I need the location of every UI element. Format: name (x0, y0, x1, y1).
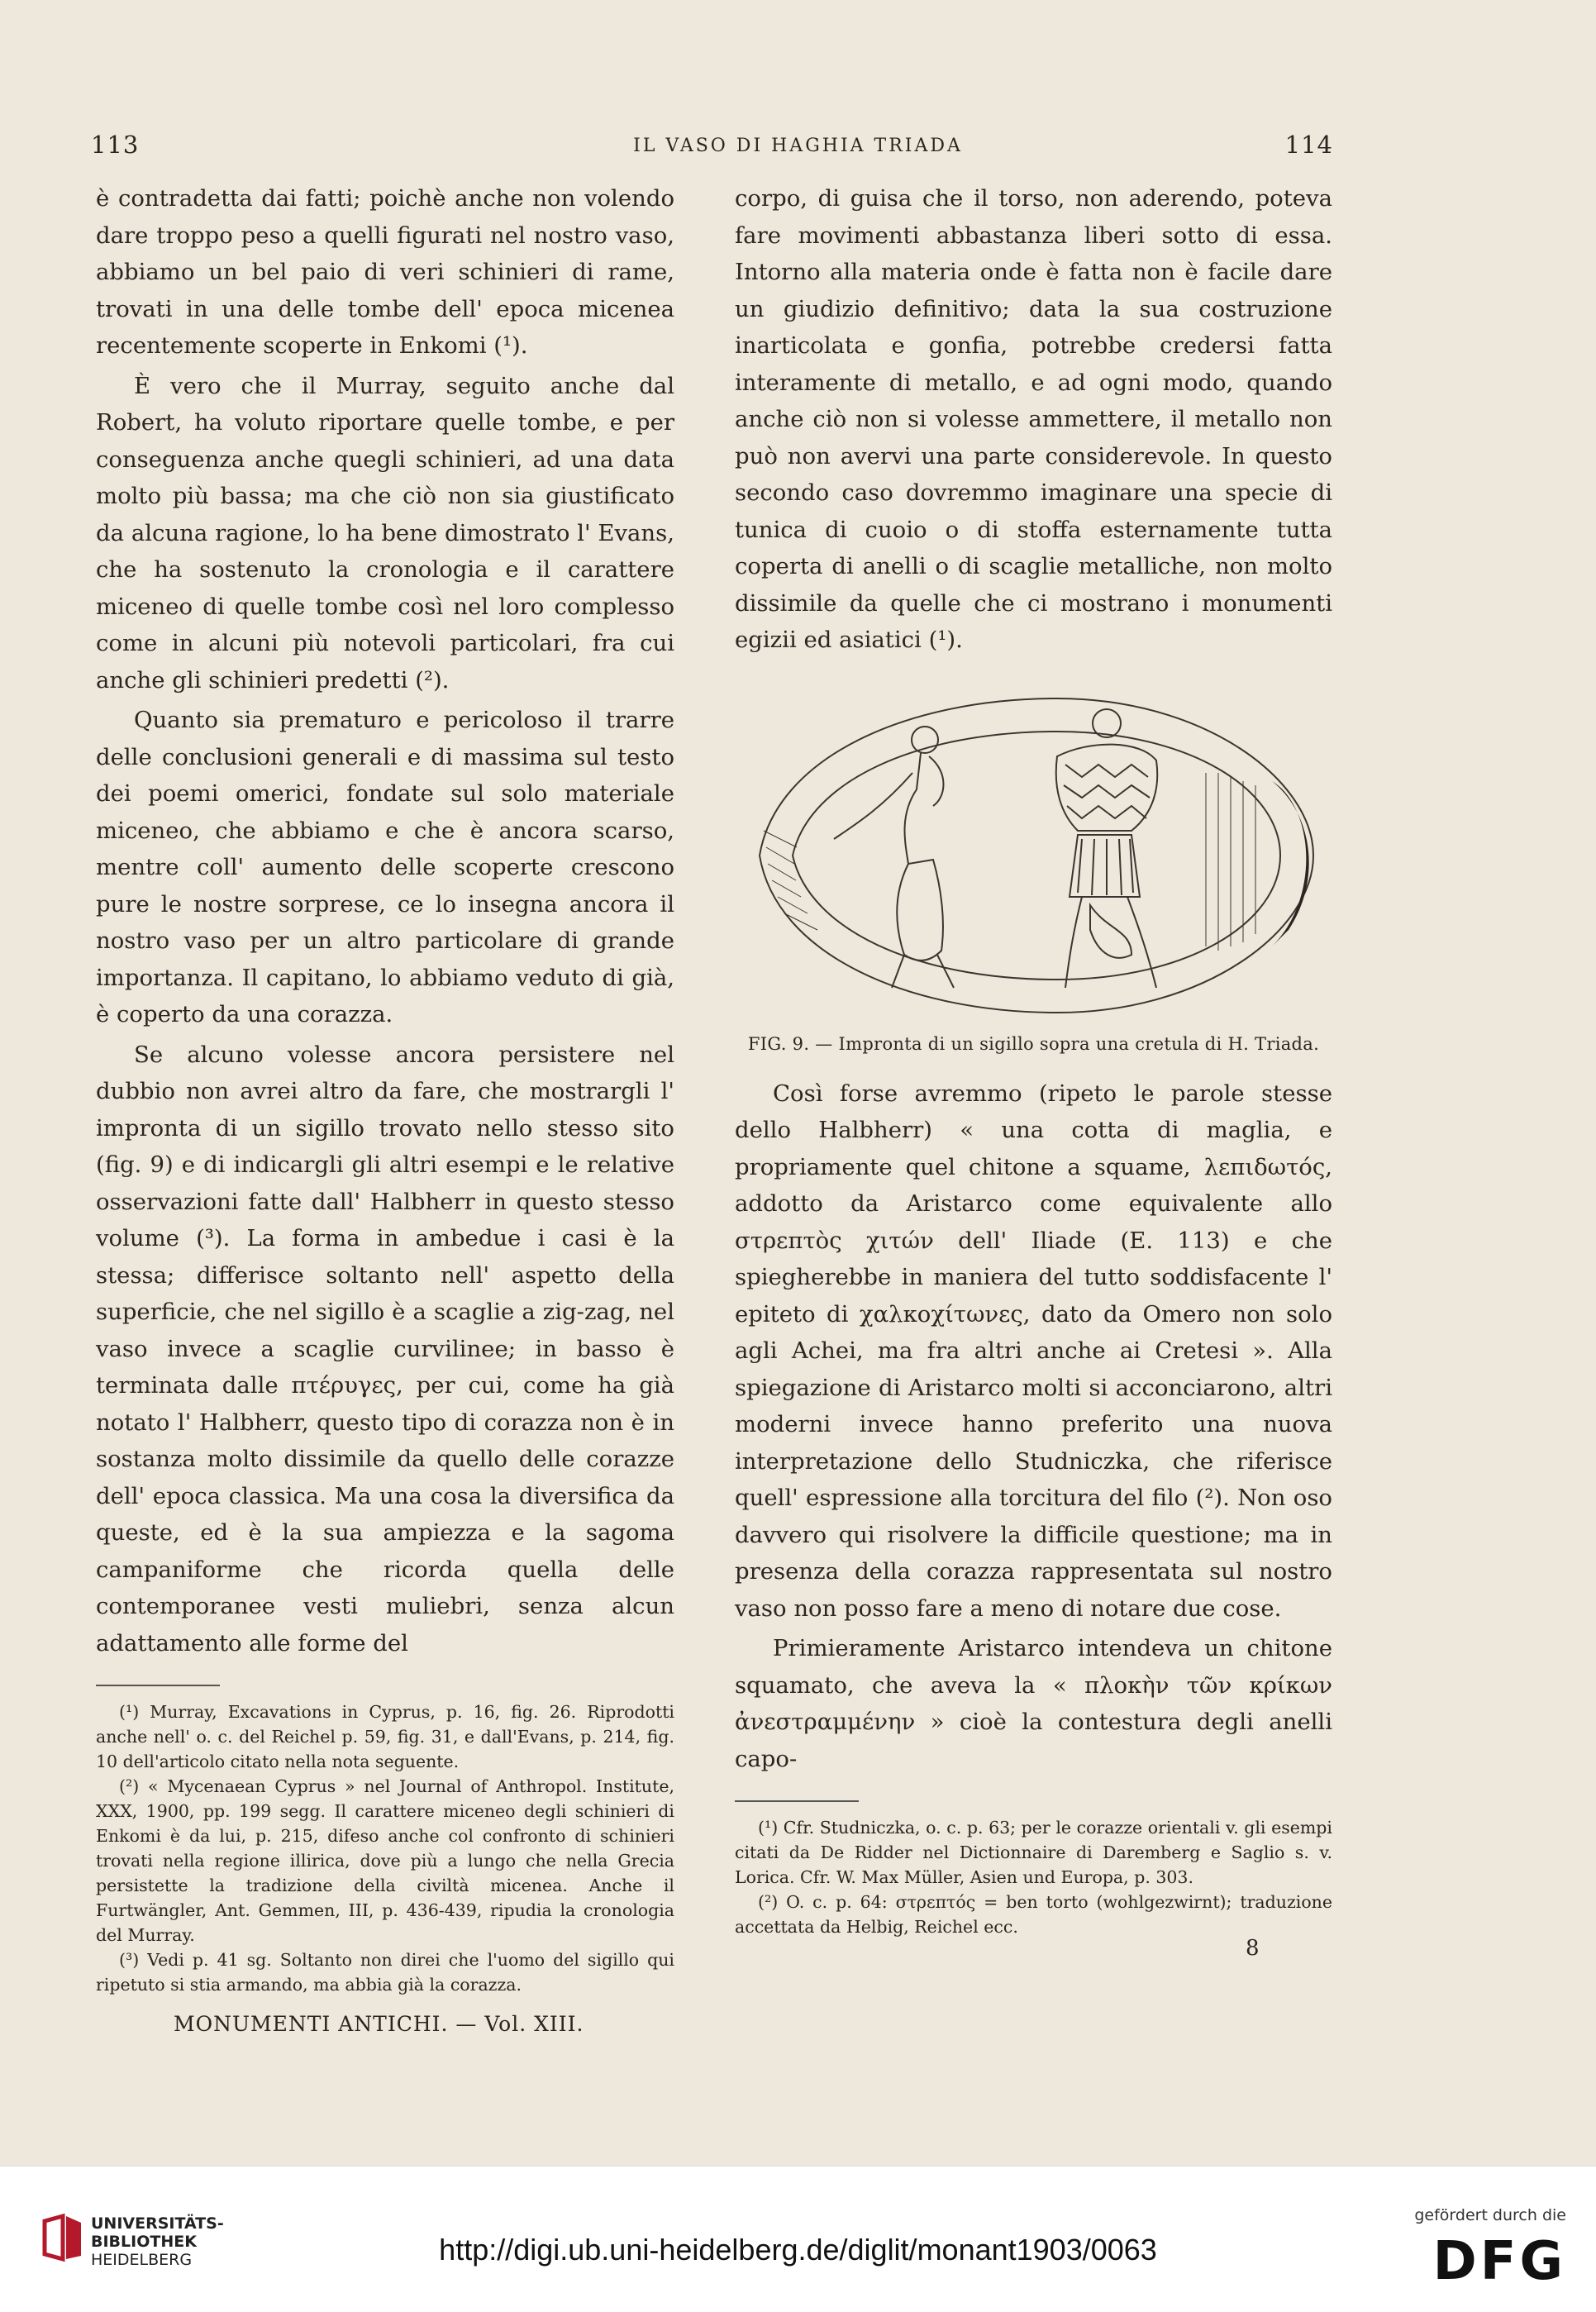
footnote: (²) O. c. p. 64: στρεπτός = ben torto (wohlgezwirnt); traduzione accettata da Helbig, Reichel ecc. (735, 1892, 1332, 1937)
footnote: (³) Vedi p. 41 sg. Soltanto non direi che l'uomo del sigillo qui ripetuto si stia armando, ma abbia già la corazza. (96, 1950, 674, 1995)
footnote: (²) « Mycenaean Cyprus » nel Journal of Anthropol. Institute, XXX, 1900, pp. 199 segg. Il carattere miceneo degli schinieri di Enkomi è da lui, p. 215, difeso anche col confronto di schinieri trovati nella regione illirica, dove più a lungo che nella Grecia persistette la tradizione della civiltà micenea. Anche il Furtwängler, Ant. Gemmen, III, p. 436-439, ripudia la cronologia del Murray. (96, 1776, 674, 1945)
right-column (735, 180, 1332, 1939)
running-title: IL VASO DI HAGHIA TRIADA (633, 136, 963, 156)
signature-line: MONUMENTI ANTICHI. — Vol. XIII. (174, 2012, 584, 2036)
paragraph: Se alcuno volesse ancora persistere nel dubbio non avrei altro da fare, che mostrargli l' impronta di un sigillo trovato nello stesso sito (fig. 9) e di indicargli gli altri esempi e le relative osservazioni fatte dall' Halbherr in questo stesso volume (³). La forma in ambedue i casi è la stessa; differisce soltanto nell' aspetto della superficie, che nel sigillo è a scaglie a zig-zag, nel vaso invece a scaglie curvilinee; in basso è terminata dalle πτέρυγες, per cui, come ha già notato l' Halbherr, questo tipo di corazza non è in sostanza molto dissimile da quello delle corazze dell' epoca classica. Ma una cosa la diversifica da queste, ed è la sua ampiezza e la sagoma campaniforme che ricorda quella delle contemporanee vesti muliebri, senza alcun adattamento alle forme del (96, 1041, 674, 1657)
footnote-divider (96, 1685, 220, 1686)
page-number-right: 114 (1284, 131, 1333, 159)
paragraph: corpo, di guisa che il torso, non aderendo, poteva fare movimenti abbastanza liberi sotto di essa. Intorno alla materia onde è fatta non è facile dare un giudizio definitivo; data la sua costruzione inarticolata e gonfia, potrebbe credersi fatta interamente di metallo, e ad ogni modo, quando anche ciò non si volesse ammettere, il metallo non può non avervi una parte considerevole. In questo secondo caso dovremmo imaginare una specie di tunica di cuoio o di stoffa esternamente tutta coperta di anelli o di scaglie metalliche, non molto dissimile da quelle che ci mostrano i monumenti egizii ed asiatici (¹). (735, 185, 1332, 653)
paragraph: Primieramente Aristarco intendeva un chitone squamato, che aveva la « πλοκὴν τῶν κρίκων ἀνεστραμμένην » cioè la contestura degli anelli capo- (735, 1635, 1332, 1772)
figure-caption: FIG. 9. — Impronta di un sigillo sopra una cretula di H. Triada. (747, 1033, 1320, 1054)
paragraph: Quanto sia prematuro e pericoloso il trarre delle conclusioni generali e di massima sul testo dei poemi omerici, fondate sul solo materiale miceneo, che abbiamo e che è ancora scarso, mentre coll' aumento delle scoperte crescono pure le nostre sorprese, ce lo insegna ancora il nostro vaso per un altro particolare di grande importanza. Il capitano, lo abbiamo veduto di già, è coperto da una corazza. (96, 707, 674, 1027)
dfg-logo: DFG (1432, 2231, 1566, 2292)
paragraph: Così forse avremmo (ripeto le parole stesse dello Halbherr) « una cotta di maglia, e propriamente quel chitone a squame, λεπιδωτός, addotto da Aristarco come equivalente allo στρεπτὸς χιτών dell' Iliade (E. 113) e che spiegherebbe in maniera del tutto soddisfacente l' epiteto di χαλκοχίτωνες, dato da Omero non solo agli Achei, ma fra altri anche ai Cretesi ». Alla spiegazione di Aristarco molti si acconciarono, altri moderni invece hanno preferito una nuova interpretazione dello Studniczka, che riferisce quell' espressione alla torcitura del filo (²). Non oso davvero qui risolvere la difficile questione; ma in presenza della corazza rappresentata sul nostro vaso non posso fare a meno di notare due cose. (735, 1080, 1332, 1622)
seal-impression-illustration (743, 682, 1322, 1029)
library-name: UNIVERSITÄTS- BIBLIOTHEK HEIDELBERG (91, 2214, 224, 2269)
paragraph: è contradetta dai fatti; poichè anche non volendo dare troppo peso a quelli figurati nel nostro vaso, abbiamo un bel paio di veri schinieri di rame, trovati in una delle tombe dell' epoca micenea recentemente scoperte in Enkomi (¹). (96, 185, 674, 359)
figure-seal-impression (735, 682, 1332, 1029)
permalink-url[interactable]: http://digi.ub.uni-heidelberg.de/diglit/monant1903/0063 (439, 2233, 1157, 2267)
page-number-left: 113 (91, 131, 140, 159)
footnote-divider (735, 1800, 859, 1802)
left-column (96, 180, 674, 2036)
signature-mark: 8 (1246, 1936, 1260, 1961)
paragraph: È vero che il Murray, seguito anche dal Robert, ha voluto riportare quelle tombe, e per conseguenza anche quegli schinieri, ad una data molto più bassa; ma che ciò non sia giustificato da alcuna ragione, lo ha bene dimostrato l' Evans, che ha sostenuto la cronologia e il carattere miceneo di quelle tombe così nel loro complesso come in alcuni più notevoli particolari, fra cui anche gli schinieri predetti (²). (96, 372, 674, 694)
footnote: (¹) Cfr. Studniczka, o. c. p. 63; per le corazze orientali v. gli esempi citati da De Ridder nel Dictionnaire di Daremberg e Saglio s. v. Lorica. Cfr. W. Max Müller, Asien und Europa, p. 303. (735, 1818, 1332, 1887)
digital-library-footer (0, 2166, 1596, 2312)
funded-by-label: gefördert durch die (1414, 2206, 1566, 2224)
footnote: (¹) Murray, Excavations in Cyprus, p. 16, fig. 26. Riprodotti anche nell' o. c. del Reichel p. 59, fig. 31, e dall'Evans, p. 214, fig. 10 dell'articolo citato nella nota seguente. (96, 1702, 674, 1771)
